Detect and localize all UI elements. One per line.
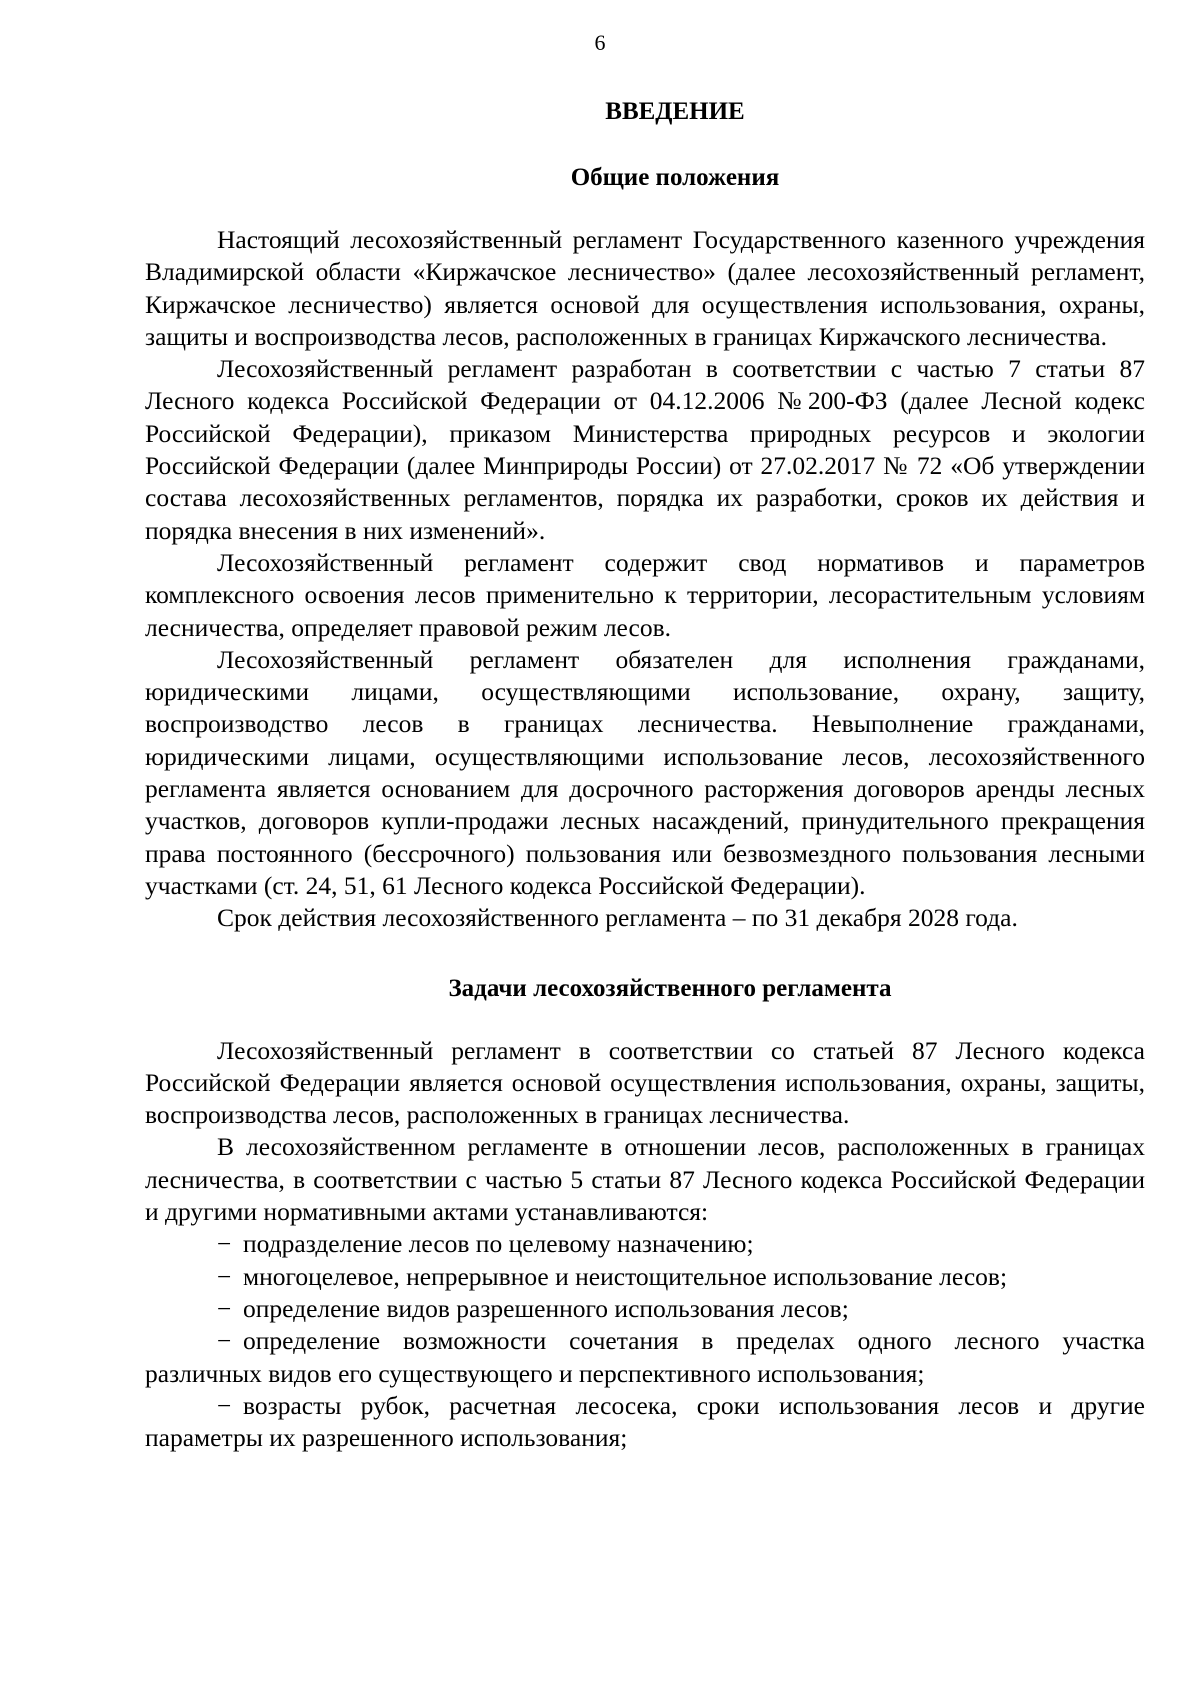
- list-item: [145, 1261, 1145, 1293]
- list-item: [145, 1390, 1145, 1455]
- paragraph: Лесохозяйственный регламент содержит свод нормативов и параметров комплексного освоения лесов применительно к территории, лесорастительным условиям лесничества, определяет правовой режим лесов.: [145, 547, 1145, 642]
- paragraph: Настоящий лесохозяйственный регламент Государственного казенного учреждения Владимирской области «Киржачское лесничество» (далее лесохозяйственный регламент, Киржачское лесничество) является основой для осуществления использования, охраны, защиты и воспроизводства лесов, расположенных в границах Киржачского лесничества.: [145, 225, 1145, 351]
- list-item: [145, 1293, 1145, 1325]
- list-item-text: многоцелевое, непрерывное и неистощительное использование лесов;: [243, 1261, 1008, 1291]
- section-heading-general: Общие положения: [570, 164, 780, 191]
- paragraph: Срок действия лесохозяйственного регламента – по 31 декабря 2028 года.: [217, 903, 1018, 933]
- dash-marker: −: [217, 1261, 232, 1291]
- list-item: [145, 1228, 1145, 1260]
- paragraph: Лесохозяйственный регламент обязателен для исполнения гражданами, юридическими лицами, осуществляющими использование, охрану, защиту, воспроизводство лесов в границах лесничества. Невыполнение гражданами, юридическими лицами, осуществляющими использование лесов, лесохозяйственного регламента является основанием для досрочного расторжения договоров аренды лесных участков, договоров купли-продажи лесных насаждений, принудительного прекращения права постоянного (бессрочного) пользования или безвозмездного пользования лесными участками (ст. 24, 51, 61 Лесного кодекса Российской Федерации).: [145, 644, 1145, 900]
- section-general: [145, 224, 1145, 935]
- paragraph: В лесохозяйственном регламенте в отношении лесов, расположенных в границах лесничества, в соответствии с частью 5 статьи 87 Лесного кодекса Российской Федерации и другими нормативными актами устанавливаются:: [145, 1132, 1145, 1227]
- dash-marker: −: [217, 1293, 232, 1323]
- paragraph: Лесохозяйственный регламент в соответствии со статьей 87 Лесного кодекса Российской Федерации является основой осуществления использования, охраны, защиты, воспроизводства лесов, расположенных в границах лесничества.: [145, 1035, 1145, 1130]
- list-item-text: определение возможности сочетания в пределах одного лесного участка различных видов его существующего и перспективного использования;: [145, 1326, 1145, 1388]
- document-body: [145, 96, 1145, 1454]
- document-title: ВВЕДЕНИЕ: [605, 98, 745, 125]
- dash-marker: −: [217, 1390, 232, 1420]
- dash-marker: −: [217, 1326, 232, 1356]
- page-number: 6: [594, 30, 606, 55]
- list-item-text: определение видов разрешенного использования лесов;: [243, 1293, 849, 1323]
- list-item: [145, 1325, 1145, 1390]
- paragraph: Лесохозяйственный регламент разработан в соответствии с частью 7 статьи 87 Лесного кодекса Российской Федерации от 04.12.2006 №200-ФЗ (далее Лесной кодекс Российской Федерации), приказом Министерства природных ресурсов и экологии Российской Федерации (далее Минприроды России) от 27.02.2017 № 72 «Об утверждении состава лесохозяйственных регламентов, порядка их разработки, сроков их действия и порядка внесения в них изменений».: [145, 354, 1145, 545]
- dash-marker: −: [217, 1229, 232, 1259]
- section-tasks: [145, 1035, 1145, 1455]
- list-item-text: подразделение лесов по целевому назначению;: [243, 1229, 754, 1259]
- section-heading-tasks: Задачи лесохозяйственного регламента: [448, 974, 892, 1002]
- list-item-text: возрасты рубок, расчетная лесосека, сроки использования лесов и другие параметры их разрешенного использования;: [145, 1390, 1145, 1453]
